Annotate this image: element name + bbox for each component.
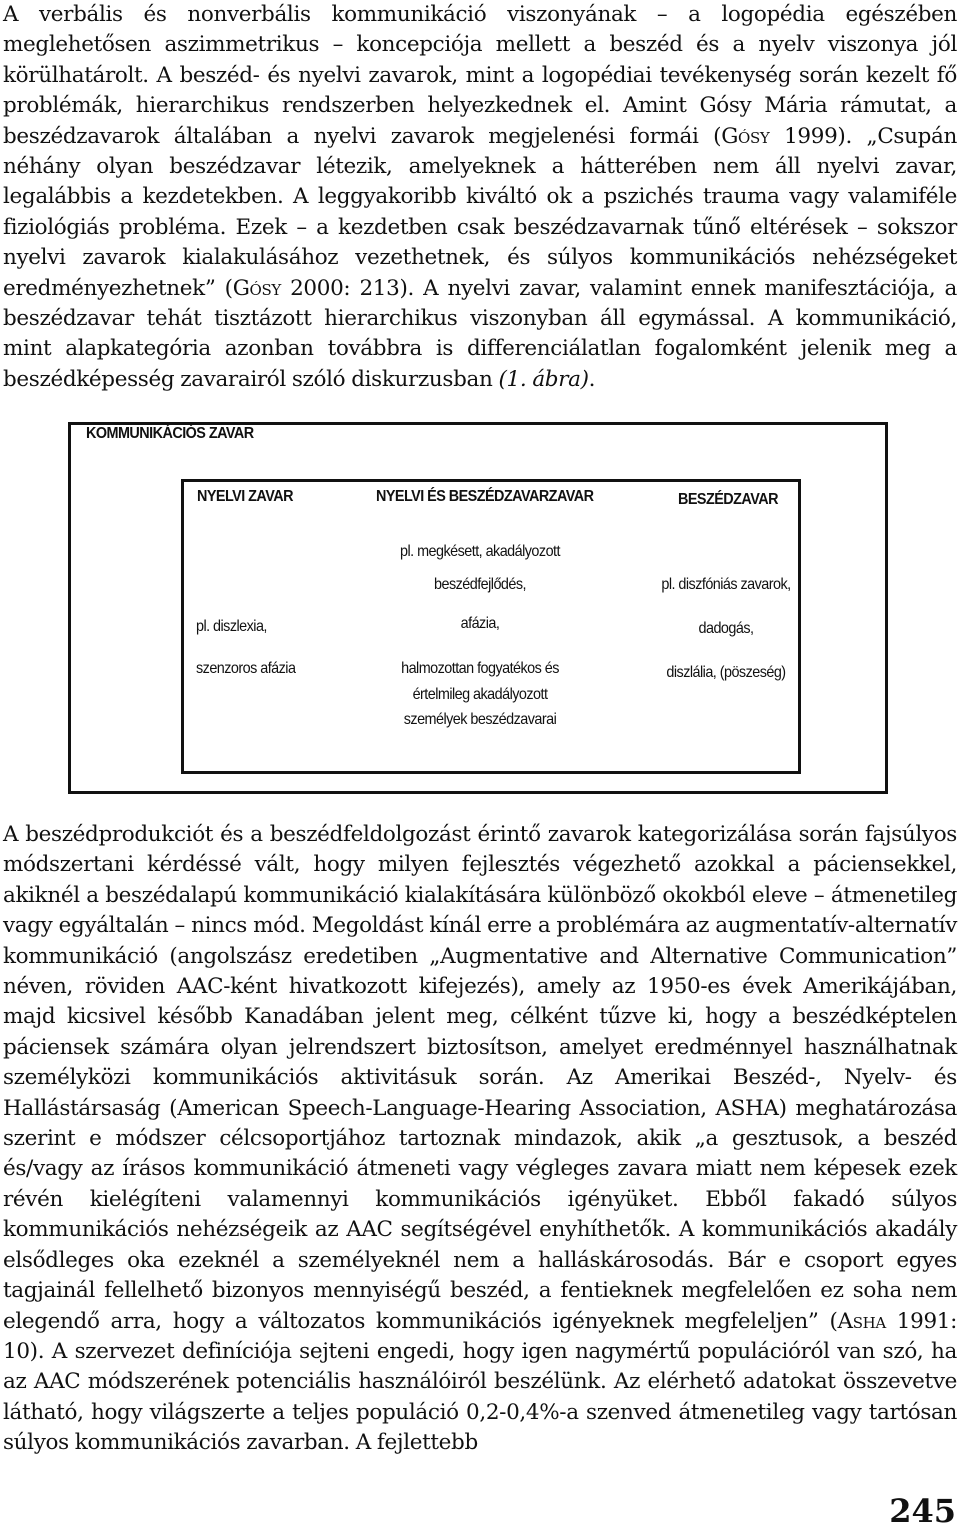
paragraph-text: . — [588, 366, 596, 392]
figure-item: halmozottan fogyatékos és — [401, 660, 559, 677]
figure-item: diszlália, (pöszeség) — [666, 664, 786, 681]
figure-item: dadogás, — [698, 620, 754, 637]
page-number: 245 — [889, 1492, 956, 1530]
citation-author: Asha — [837, 1308, 886, 1334]
figure-reference: (1. ábra) — [498, 366, 589, 392]
column-header-beszedzavar: BESZÉDZAVAR — [678, 491, 778, 508]
citation-author: Gósy — [232, 275, 281, 301]
paragraph-text: 2000: 213). A nyelvi zavar, valamint ennek manifesztációja, a beszédzavar tehát tisztázott hierarchikus viszonyban áll egymással. A kommunikáció, mint alapkategória azonban továbbra is differenciálatlan fogalomként jelenik meg a beszédképesség zavarairól szóló diskurzusban — [3, 275, 957, 392]
figure-item: pl. diszlexia, — [196, 618, 267, 635]
figure-item: afázia, — [460, 615, 500, 632]
body-paragraph-2 — [3, 820, 957, 1459]
paragraph-text: 1991: 10). A szervezet definíciója sejteni engedi, hogy igen nagymértű populációról van szó, ha az AAC módszerének potenciális használóiról beszélünk. Az elérhető adatokat összevetve látható, hogy világszerte a teljes populáció 0,2-0,4%-a szenved átmenetileg vagy tartósan súlyos kommunikációs zavarban. A fejlettebb — [3, 1308, 957, 1456]
figure-item: értelmileg akadályozott — [412, 686, 548, 703]
figure-item: szenzoros afázia — [196, 660, 296, 677]
figure-item: pl. megkésett, akadályozott — [400, 543, 560, 560]
paragraph-text: A beszédprodukciót és a beszédfeldolgozást érintő zavarok kategorizálása során fajsúlyos módszertani kérdéssé vált, hogy milyen fejlesztés végezhető azokkal a páciensekkel, akiknél a beszédalapú kommunikáció kialakítására különböző okokból eleve – átmenetileg vagy egyáltalán – nincs mód. Megoldást kínál erre a problémára az augmentatív-alternatív kommunikáció (angolszász eredetiben „Augmentative and Alternative Communication” néven, röviden AAC-ként hivatkozott kifejezés), amely az 1950-es évek Amerikájában, majd kicsivel később Kanadában jelent meg, célként tűzve ki, hogy a beszédképtelen páciensek számára olyan jelrendszert biztosítson, amelyet eredménnyel használhatnak személyközi kommunikációs aktivitásuk során. Az Amerikai Beszéd-, Nyelv- és Hallástársaság (American Speech-Language-Hearing Association, ASHA) meghatározása szerint e módszer célcsoportjához tartoznak mindazok, akik „a gesztusok, a beszéd és/vagy az írásos kommunikáció átmeneti vagy végleges zavara miatt nem képesek ezek révén kielégíteni valamennyi kommunikációs igényüket. Ebből fakadó súlyos kommunikációs nehézségeik az AAC segítségével enyhíthetők. A kommunikációs akadály elsődleges oka ezeknél a személyeknél nem a halláskárosodás. Bár e csoport egyes tagjainál fellelhető bizonyos mennyiségű beszéd, a fentieknek megfelelően ez soha nem elegendő arra, hogy a változatos kommunikációs igényeknek megfeleljen” ( — [3, 822, 957, 1334]
column-header-nyelvi-zavar: NYELVI ZAVAR — [197, 488, 293, 505]
column-header-nyelvi-es-beszedzavar: NYELVI ÉS BESZÉDZAVARZAVAR — [376, 488, 594, 505]
citation-author: Gósy — [721, 123, 770, 149]
body-paragraph-1 — [3, 0, 957, 395]
figure-item: személyek beszédzavarai — [403, 711, 557, 728]
paragraph-text: 1999). „Csupán néhány olyan beszédzavar létezik, amelyeknek a hátterében nem áll nyelvi zavar, legalábbis a kezdetekben. A leggyakoribb kiváltó ok a pszichés trauma vagy valamiféle fiziológiás probléma. Ezek – a kezdetben csak beszédzavarnak tűnő eltérések – sokszor nyelvi zavarok kialakulásához vezethetnek, és súlyos kommunikációs nehézségeket eredményezhetnek” ( — [3, 123, 957, 301]
figure-item: beszédfejlődés, — [434, 576, 526, 593]
paragraph-text: A verbális és nonverbális kommunikáció viszonyának – a logopédia egészében meglehetősen aszimmetrikus – koncepciója mellett a beszéd és a nyelv viszonya jól körülhatárolt. A beszéd- és nyelvi zavarok, mint a logopédiai tevékenység során kezelt fő problémák, hierarchikus rendszerben helyezkednek el. Amint Gósy Mária rámutat, a beszédzavarok általában a nyelvi zavarok megjelenési formái ( — [3, 2, 957, 149]
figure-title: KOMMUNIKÁCIÓS ZAVAR — [86, 425, 254, 442]
figure-item: pl. diszfóniás zavarok, — [661, 576, 791, 593]
